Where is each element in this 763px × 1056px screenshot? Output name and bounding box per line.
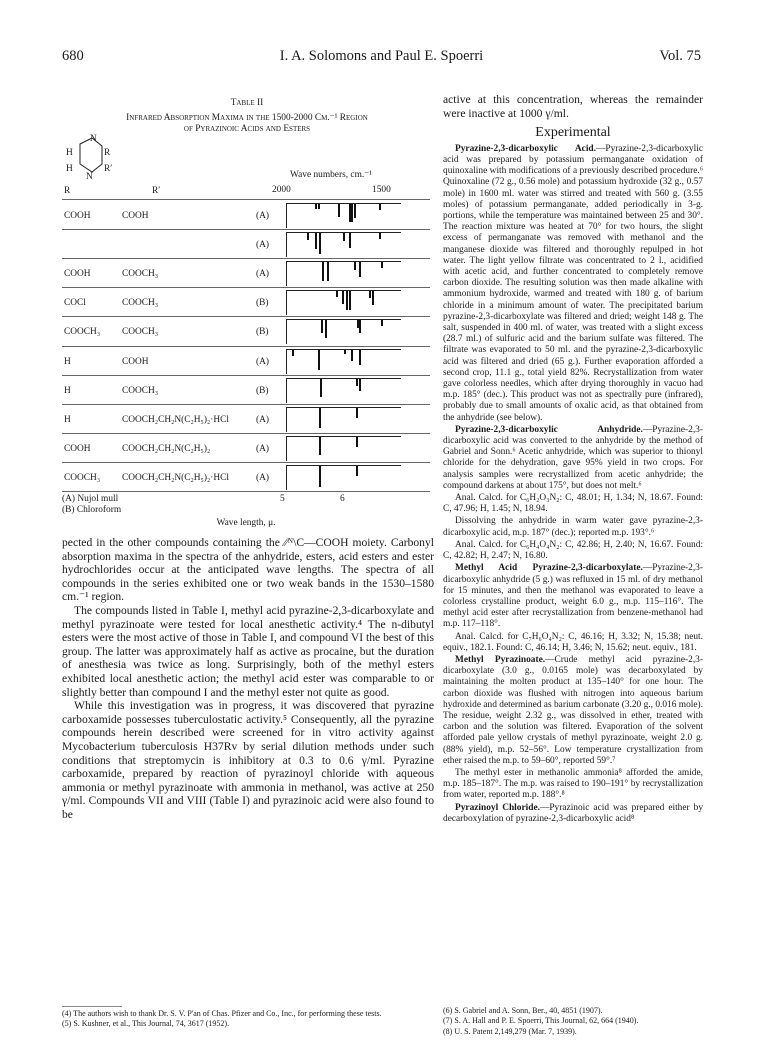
left-para-3: While this investigation was in progress, it was discovered that pyrazine carboxamide possesses tuberculostatic activity.⁵ Consequently, all the pyrazine compounds herein described were screened for in vitro activity against Mycobacterium tuberculosis H37Rv by serial dilution methods under such conditions that streptomycin is inhibitory at 0.3 to 0.6 γ/ml. Pyrazine carboxamide, prepared by reaction of pyrazinoyl chloride with aqueous ammonia or methyl pyrazinoate with ammonia in methanol, was active at 250 γ/ml. Compounds VII and VIII (Table I) and pyrazinoic acid were also found to be bbox=[62, 699, 434, 821]
absorption-band bbox=[327, 262, 329, 280]
absorption-band bbox=[338, 204, 340, 217]
absorption-band bbox=[359, 379, 361, 392]
row-medium: (A) bbox=[256, 472, 270, 483]
spectrum-box bbox=[286, 465, 401, 490]
absorption-band bbox=[344, 350, 346, 355]
struct-h1: H bbox=[66, 148, 73, 158]
row-rule bbox=[62, 462, 430, 463]
absorption-band bbox=[315, 233, 317, 249]
note-a: (A) Nujol mull bbox=[62, 494, 119, 504]
footnote-4: (4) The authors wish to thank Dr. S. V. P'an of Chas. Pfizer and Co., Inc., for performing these tests. bbox=[62, 1009, 382, 1018]
spectrum-box bbox=[286, 436, 401, 461]
footnote-7: (7) S. A. Hall and P. E. Spoerri, This Journal, 62, 664 (1940). bbox=[443, 1016, 639, 1026]
heading-dicarboxylic-acid: Pyrazine-2,3-dicarboxylic Acid. bbox=[455, 143, 596, 154]
para-pyrazinoyl-chloride: —Pyrazinoic acid was prepared either by decarboxylation of pyrazine-2,3-dicarboxylic acid⁸ bbox=[443, 802, 704, 824]
row-r: COOH bbox=[64, 269, 91, 280]
row-rp: COOCH₃ bbox=[122, 385, 159, 396]
row-rp: COOCH₂CH₂N(C₂H₅)₂·HCl bbox=[122, 472, 229, 483]
absorption-band bbox=[379, 233, 381, 239]
row-medium: (A) bbox=[256, 443, 270, 454]
spectrum-box bbox=[286, 261, 401, 286]
row-medium: (A) bbox=[256, 356, 270, 367]
absorption-band bbox=[351, 350, 353, 362]
row-rp: COOH bbox=[122, 356, 149, 367]
heading-pyrazinoyl-chloride: Pyrazinoyl Chloride. bbox=[455, 802, 540, 813]
absorption-band bbox=[349, 291, 351, 309]
absorption-band bbox=[372, 291, 374, 305]
spectrum-box bbox=[286, 203, 401, 228]
absorption-band bbox=[354, 204, 356, 218]
row-rp: COOCH₃ bbox=[122, 269, 159, 280]
absorption-band bbox=[319, 408, 321, 429]
absorption-band bbox=[320, 379, 322, 397]
absorption-band bbox=[343, 233, 345, 241]
note-b: (B) Chloroform bbox=[62, 505, 122, 515]
row-r: COOH bbox=[64, 211, 91, 221]
anal-methyl-acid: Anal. Calcd. for C₇H₆O₄N₂: C, 46.16; H, 3.32; N, 15.38; neut. equiv., 182.1. Found: C, 46.14; H, 3.46; N, 15.62; neut. equiv., 181. bbox=[443, 631, 703, 653]
absorption-band bbox=[381, 262, 383, 268]
absorption-band bbox=[319, 466, 321, 487]
footnote-6: (6) S. Gabriel and A. Sonn, Ber., 40, 4851 (1907). bbox=[443, 1006, 603, 1015]
row-r: H bbox=[64, 414, 71, 425]
row-medium: (A) bbox=[256, 269, 270, 280]
left-para-2: The compounds listed in Table I, methyl acid pyrazine-2,3-dicarboxylate and methyl pyrazinoate were tested for local anesthetic activity.⁴ The n-dibutyl esters were the most active of those in Table I, and compound VI the best of this group. The latter was approximately half as active as procaine, but the duration of anesthesia was twice as long. Surprisingly, both of the methyl esters exhibited local anesthetic action; the methyl acid ester was comparable to or slightly better than compound I and the methyl ester not quite as good. bbox=[62, 603, 434, 699]
spectrum-box bbox=[286, 378, 401, 403]
row-medium: (A) bbox=[256, 414, 270, 425]
absorption-band bbox=[319, 233, 321, 254]
row-rule bbox=[62, 346, 430, 347]
tick-1500: 1500 bbox=[372, 185, 391, 195]
footnote-8: (8) U. S. Patent 2,149,279 (Mar. 7, 1939). bbox=[443, 1026, 577, 1036]
table-top-rule bbox=[62, 199, 430, 200]
right-para-0: active at this concentration, whereas the remainder were inactive at 1000 γ/ml. bbox=[443, 93, 703, 120]
row-medium: (A) bbox=[256, 211, 270, 221]
heading-anhydride: Pyrazine-2,3-dicarboxylic Anhydride. bbox=[455, 424, 643, 435]
running-title: I. A. Solomons and Paul E. Spoerri bbox=[279, 48, 484, 64]
absorption-band bbox=[359, 350, 361, 365]
para-methyl-ester: The methyl ester in methanolic ammonia⁸ afforded the amide, m.p. 185–187°. The m.p. was raised to 190–191° by recrystallization from water, reported m.p. 188°.⁸ bbox=[443, 767, 703, 801]
row-rule bbox=[62, 375, 430, 376]
absorption-band bbox=[356, 379, 358, 386]
anal-acid: Anal. Calcd. for C₆H₄O₄N₂: C, 42.86; H, 2.40; N, 16.67. Found: C, 42.82; H, 2.47; N, 16.80. bbox=[443, 539, 703, 562]
struct-n1: N bbox=[90, 134, 97, 144]
row-r: H bbox=[64, 385, 71, 396]
row-r: H bbox=[64, 356, 71, 367]
absorption-band bbox=[318, 350, 320, 371]
wave-numbers-label: Wave numbers, cm.⁻¹ bbox=[290, 170, 372, 180]
struct-n2: N bbox=[86, 172, 93, 182]
para-methyl-acid: —Pyrazine-2,3-dicarboxylic anhydride (5 g.) was refluxed in 15 ml. of dry methanol for 15 minutes, and then the methanol was evaporated to leave a colorless crystalline product, weight 6.0 g., m.p. 115–116°. The methyl acid ester after recrystallization from benzene-methanol had m.p. 117–118°. bbox=[443, 563, 703, 630]
footnote-rule bbox=[62, 1006, 122, 1007]
right-footnotes bbox=[443, 1006, 703, 1037]
wavelength-label: Wave length, μ. bbox=[216, 518, 276, 528]
absorption-band bbox=[359, 262, 361, 277]
absorption-band bbox=[315, 204, 317, 209]
col-rp-label: R′ bbox=[152, 186, 161, 196]
para-dicarboxylic-acid: —Pyrazine-2,3-dicarboxylic acid was prepared by potassium permanganate oxidation of quinoxaline with modifications of a previously described procedure.⁶ Quinoxaline (72 g., 0.56 mole) and potassium hydroxide (32 g., 0.57 mole) in 1600 ml. water was stirred and treated with 560 g. (3.55 moles) of potassium permanganate, added periodically in 3-g. portions, while the temperature was maintained between 25 and 30°. The reaction mixture was heated at 70° for two hours, the slight excess of permanganate was removed with methanol and the manganese dioxide was filtered and thoroughly repulped in hot water. The light yellow filtrate was concentrated to 2 l., acidified with acetic acid, and further concentrated to completely remove carbon dioxide. The resulting solution was then made alkaline with ammonium hydroxide, warmed and treated with 180 g. of barium chloride in a minimum amount of water. The precipitated barium pyrazine-2,3-dicarboxylate was filtered and dried; weight 148 g. The salt, suspended in 400 ml. of water, was treated with a slight excess (28.7 ml.) of sulfuric acid and the barium sulfate was filtered. The filtrate was evaporated to 50 ml. and the pyrazine-2,3-dicarboxylic acid was filtered and dried (65 g.). Further evaporation afforded a second crop, 11.1 g., total yield 82%. Recrystallization from water gave colorless needles, which after drying thoroughly in vacuo had m.p. 185° (dec.). This product was not as spectrally pure (infrared), probably due to small amounts of oxalic acid, as that obtained from the anhydride (see below). bbox=[443, 143, 703, 423]
right-column bbox=[443, 93, 703, 826]
tick-2000: 2000 bbox=[272, 185, 291, 195]
row-r: COOCH₃ bbox=[64, 327, 101, 338]
struct-r: R bbox=[104, 148, 111, 158]
row-rule bbox=[62, 258, 430, 259]
absorption-band bbox=[356, 437, 358, 447]
absorption-band bbox=[359, 320, 361, 333]
row-r: COOCH₃ bbox=[64, 472, 101, 483]
absorption-band bbox=[325, 320, 327, 337]
row-rule bbox=[62, 287, 430, 288]
absorption-band bbox=[349, 233, 351, 248]
anal-anhydride: Anal. Calcd. for C₆H₂O₃N₂: C, 48.01; H, 1.34; N, 18.67. Found: C, 47.96; H, 1.45; N, 18.94. bbox=[443, 493, 703, 515]
absorption-band bbox=[319, 437, 321, 455]
row-medium: (B) bbox=[256, 385, 269, 396]
absorption-band bbox=[307, 233, 309, 240]
para-dissolving: Dissolving the anhydride in warm water gave pyrazine-2,3-dicarboxylic acid, m.p. 187° (dec.); reported m.p. 193°.⁶ bbox=[443, 516, 703, 538]
row-rp: COOCH₂CH₂N(C₂H₅)₂·HCl bbox=[122, 414, 229, 425]
row-rp: COOCH₃ bbox=[122, 327, 159, 338]
absorption-band bbox=[321, 320, 323, 333]
absorption-band bbox=[342, 291, 344, 304]
absorption-band bbox=[318, 204, 320, 209]
absorption-band bbox=[351, 204, 353, 222]
row-rule bbox=[62, 404, 430, 405]
row-rp: COOCH₂CH₂N(C₂H₅)₂ bbox=[122, 443, 211, 454]
absorption-band bbox=[292, 350, 294, 357]
heading-methyl-acid: Methyl Acid Pyrazine-2,3-dicarboxylate. bbox=[455, 563, 643, 574]
absorption-band bbox=[356, 408, 358, 418]
struct-rp: R′ bbox=[104, 164, 113, 174]
absorption-band bbox=[381, 320, 383, 326]
row-rp: COOH bbox=[122, 211, 149, 221]
row-medium: (B) bbox=[256, 327, 269, 338]
absorption-band bbox=[356, 466, 358, 476]
row-medium: (B) bbox=[256, 298, 269, 309]
absorption-band bbox=[379, 204, 381, 210]
absorption-band bbox=[354, 262, 356, 270]
row-rule bbox=[62, 433, 430, 434]
row-r: COOH bbox=[64, 443, 91, 454]
spectrum-box bbox=[286, 319, 401, 344]
heading-methyl-pyrazinoate: Methyl Pyrazinoate. bbox=[455, 654, 546, 665]
left-body-text bbox=[62, 536, 434, 821]
row-rule bbox=[62, 491, 430, 492]
page-number: 680 bbox=[62, 48, 84, 64]
tick-6: 6 bbox=[340, 494, 345, 504]
spectrum-box bbox=[286, 407, 401, 432]
left-footnotes bbox=[62, 1006, 434, 1030]
tick-5: 5 bbox=[280, 494, 285, 504]
row-medium: (A) bbox=[256, 240, 270, 251]
para-methyl-pyrazinoate: —Crude methyl acid pyrazine-2,3-dicarboxylate (3.0 g., 0.0165 mole) was decarboxylated by maintaining the molten product at 135–140° for one hour. The carbon dioxide was flushed with nitrogen into aqueous barium hydroxide and determined as barium carbonate (3.20 g., 0.016 mole). The residue, weight 2.32 g., was dissolved in ether, treated with carbon and the solution was filtered. Evaporation of the solvent afforded pale yellow crystals of methyl pyrazinoate, weight 2.0 g. (88% yield), m.p. 52–56°. Low temperature crystallization from ether raised the m.p. to 59–60°, reported 59°.⁷ bbox=[443, 654, 703, 766]
row-rule bbox=[62, 316, 430, 317]
table-title: Table II bbox=[230, 98, 264, 108]
struct-h2: H bbox=[66, 164, 73, 174]
volume-label: Vol. 75 bbox=[659, 48, 701, 64]
table-caption-1: Infrared Absorption Maxima in the 1500-2000 Cm.⁻¹ Region bbox=[126, 113, 368, 123]
row-rule bbox=[62, 229, 430, 230]
col-r-label: R bbox=[64, 186, 71, 196]
absorption-band bbox=[336, 291, 338, 297]
para-anhydride: —Pyrazine-2,3-dicarboxylic acid was converted to the anhydride by the method of Gabriel and Sonn.⁶ Acetic anhydride, which was superior to thionyl chloride for the dehydration, gave 95% yield in two crops. For analysis samples were recrystallized from acetic anhydride; the compound darkens at about 175°, but does not melt.⁶ bbox=[443, 424, 703, 491]
row-rp: COOCH₃ bbox=[122, 298, 159, 309]
absorption-band bbox=[322, 262, 324, 280]
experimental-heading: Experimental bbox=[535, 125, 611, 141]
footnote-5: (5) S. Kushner, et al., This Journal, 74, 3617 (1952). bbox=[62, 1019, 230, 1029]
left-para-1: pected in the other compounds containing the ⁄⁄ᴺ\C—COOH moiety. Carbonyl absorption maxima in the spectra of the anhydride, esters, acid esters and ester hydrochlorides occur at the anticipated wave lengths. The spectra of all compounds in the series exhibited one or two weak bands in the 1530–1580 cm.⁻¹ region. bbox=[62, 536, 434, 604]
row-r: COCl bbox=[64, 298, 86, 309]
table-caption-2: of Pyrazinoic Acids and Esters bbox=[183, 124, 311, 134]
